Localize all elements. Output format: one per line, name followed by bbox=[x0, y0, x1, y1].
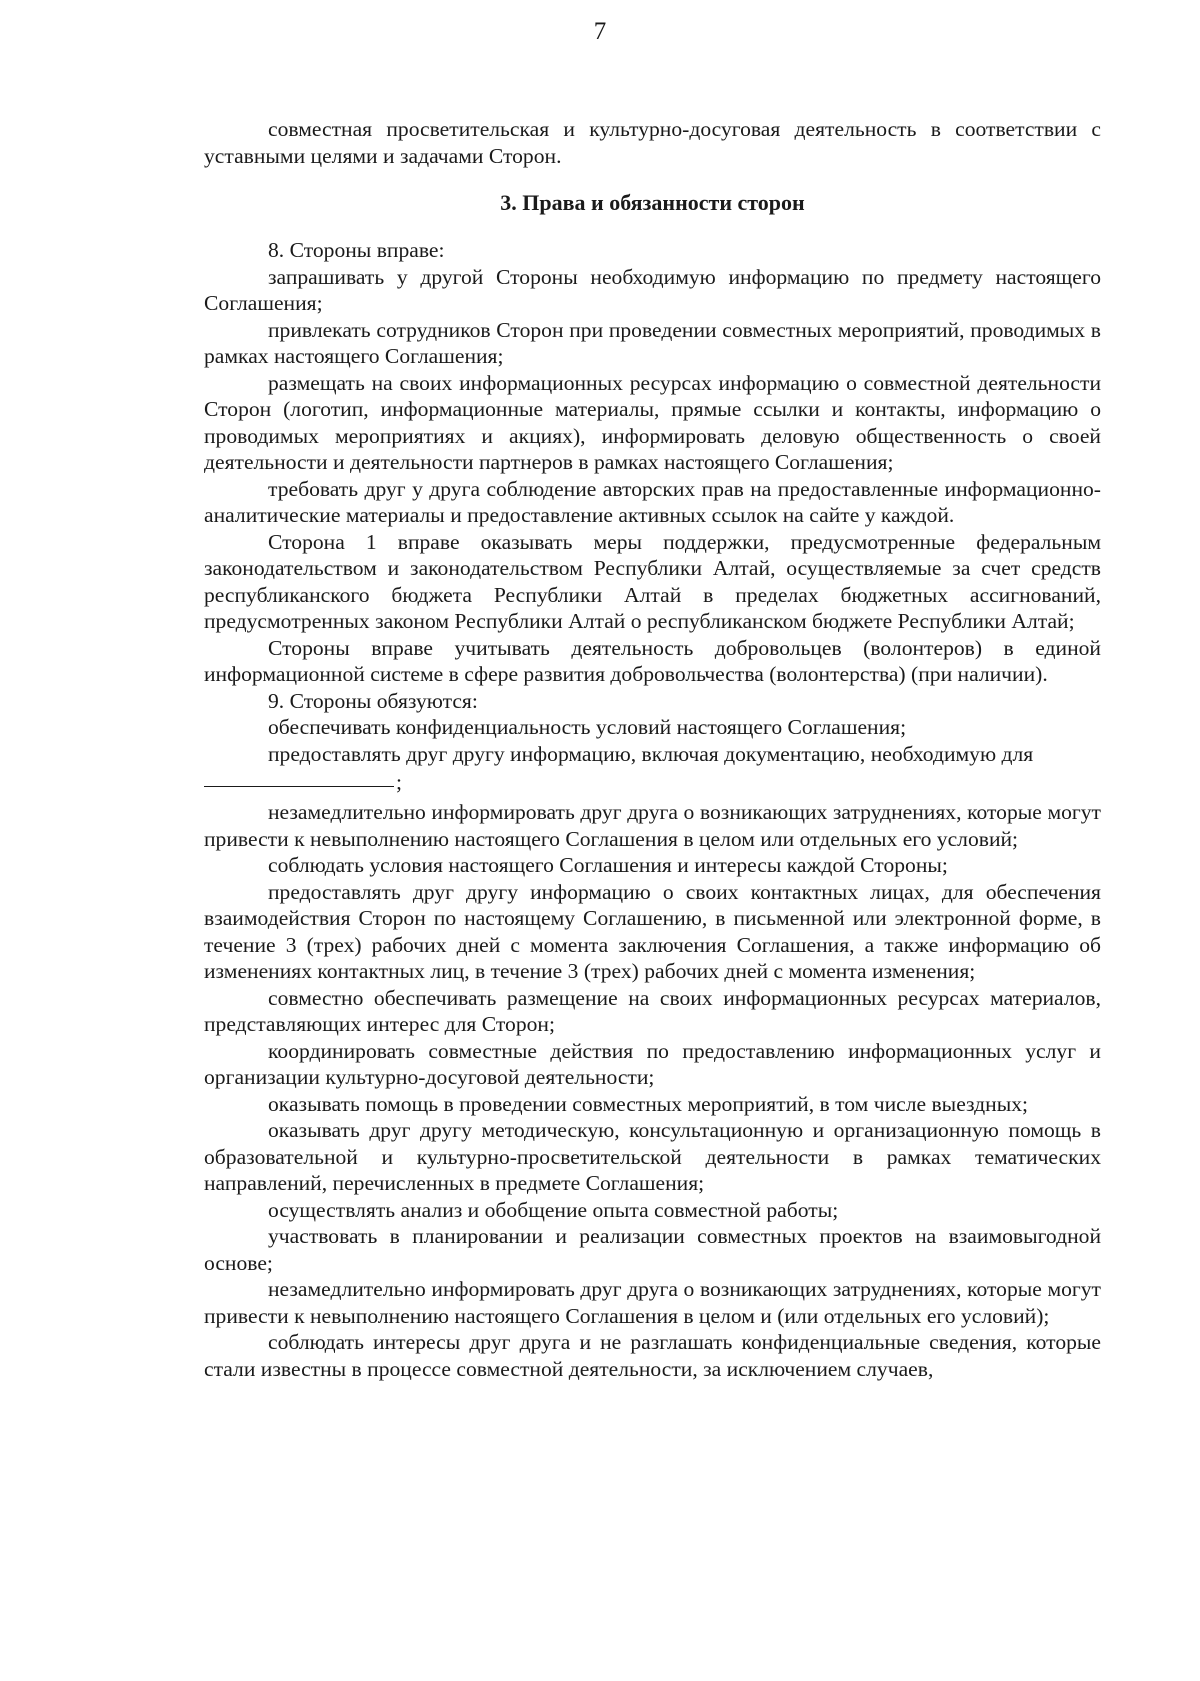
clause-8-item: Стороны вправе учитывать деятельность добровольцев (волонтеров) в единой информационной системе в сфере развития добровольчества (волонтерства) (при наличии). bbox=[204, 635, 1101, 686]
clause-8-item: Сторона 1 вправе оказывать меры поддержки, предусмотренные федеральным законодательством и законодательством Республики Алтай, осуществляемые за счет средств республиканского бюджета Республики Алтай в пределах бюджетных ассигнований, предусмотренных законом Республики Алтай о республиканском бюджете Республики Алтай; bbox=[204, 529, 1101, 633]
clause-9-item: обеспечивать конфиденциальность условий настоящего Соглашения; bbox=[268, 715, 907, 739]
section-heading: 3. Права и обязанности сторон bbox=[500, 190, 805, 215]
clause-9-item: координировать совместные действия по предоставлению информационных услуг и организации культурно-досуговой деятельности; bbox=[204, 1038, 1101, 1089]
fill-in-blank-line bbox=[204, 769, 1101, 795]
blank-suffix: ; bbox=[396, 770, 402, 794]
clause-9-item: предоставлять друг другу информацию о своих контактных лицах, для обеспечения взаимодействия Сторон по настоящему Соглашению, в письменной или электронной форме, в течение 3 (трех) рабочих дней с момента заключения Соглашения, а также информацию об изменениях контактных лиц, в течение 3 (трех) рабочих дней с момента изменения; bbox=[204, 879, 1101, 983]
intro-paragraph: совместная просветительская и культурно-досуговая деятельность в соответствии с уставными целями и задачами Сторон. bbox=[204, 117, 1101, 168]
clause-9-item: участвовать в планировании и реализации совместных проектов на взаимовыгодной основе; bbox=[204, 1224, 1101, 1275]
clause-9-title: 9. Стороны обязуются: bbox=[268, 688, 478, 713]
clause-9-item: оказывать друг другу методическую, консультационную и организационную помощь в образовательной и культурно-просветительской деятельности в рамках тематических направлений, перечисленных в предмете Соглашения; bbox=[204, 1118, 1101, 1195]
clause-8-item: размещать на своих информационных ресурсах информацию о совместной деятельности Сторон (логотип, информационные материалы, прямые ссылки и контакты, информацию о проводимых мероприятиях и акциях), информировать деловую общественность о своей деятельности и деятельности партнеров в рамках настоящего Соглашения; bbox=[204, 370, 1101, 474]
page-number: 7 bbox=[593, 18, 607, 45]
clause-9-item: соблюдать интересы друг друга и не разглашать конфиденциальные сведения, которые стали известны в процессе совместной деятельности, за исключением случаев, bbox=[204, 1330, 1101, 1381]
clause-9-item: незамедлительно информировать друг друга о возникающих затруднениях, которые могут привести к невыполнению настоящего Соглашения в целом и (или отдельных его условий); bbox=[204, 1277, 1101, 1328]
clause-9-item: совместно обеспечивать размещение на своих информационных ресурсах материалов, представляющих интерес для Сторон; bbox=[204, 985, 1101, 1036]
clause-8-item: привлекать сотрудников Сторон при проведении совместных мероприятий, проводимых в рамках настоящего Соглашения; bbox=[204, 317, 1101, 368]
clause-8-item: запрашивать у другой Стороны необходимую информацию по предмету настоящего Соглашения; bbox=[204, 264, 1101, 315]
clause-8-item: требовать друг у друга соблюдение авторских прав на предоставленные информационно-аналитические материалы и предоставление активных ссылок на сайте у каждой. bbox=[204, 476, 1101, 527]
clause-9-item: осуществлять анализ и обобщение опыта совместной работы; bbox=[268, 1197, 839, 1222]
blank-underline bbox=[204, 786, 394, 787]
clause-9-item: предоставлять друг другу информацию, включая документацию, необходимую для bbox=[268, 741, 1034, 766]
clause-9-item: соблюдать условия настоящего Соглашения и интересы каждой Стороны; bbox=[268, 853, 948, 877]
clause-9-item: незамедлительно информировать друг друга о возникающих затруднениях, которые могут привести к невыполнению настоящего Соглашения в целом или отдельных его условий; bbox=[204, 800, 1101, 851]
clause-9-item: оказывать помощь в проведении совместных мероприятий, в том числе выездных; bbox=[268, 1091, 1029, 1116]
document-body bbox=[204, 116, 1101, 1382]
clause-8-title: 8. Стороны вправе: bbox=[268, 238, 445, 262]
